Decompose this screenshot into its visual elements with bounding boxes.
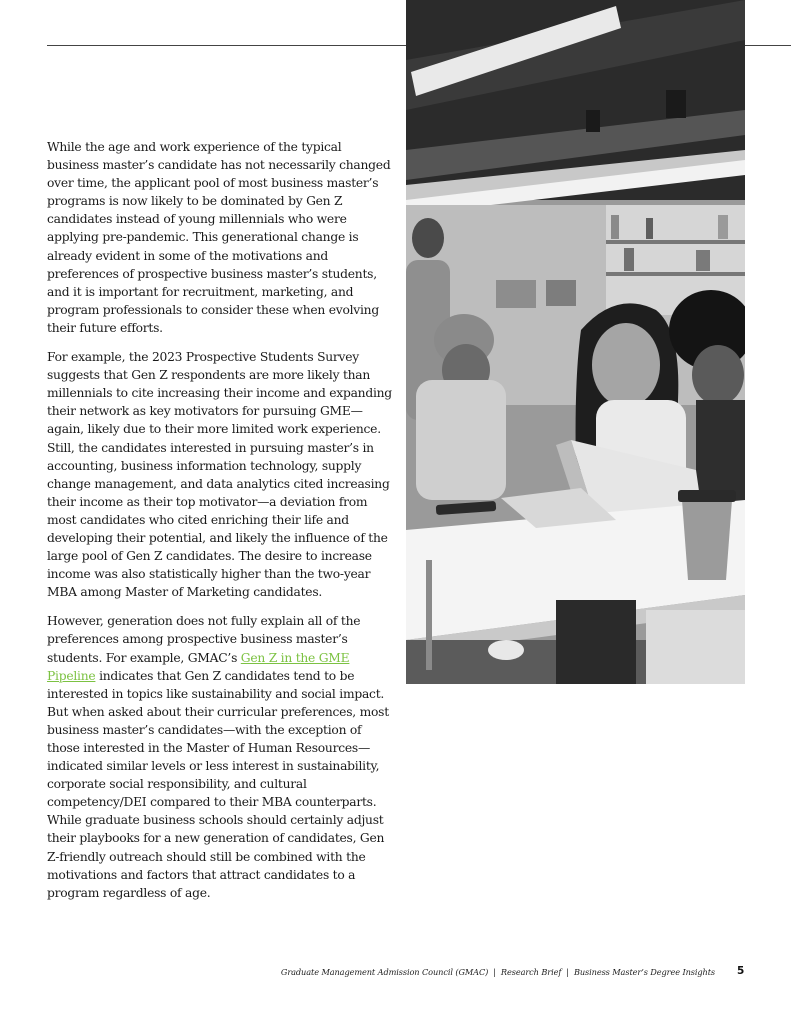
- paragraph-3: [47, 612, 392, 902]
- paragraph-1: While the age and work experience of the typical business master’s candidate has not necessarily changed over time, the applicant pool of most business master’s programs is now likely to be dominated by Gen Z candidates instead of young millennials who were applying pre-pandemic. This generational change is already evident in some of the motivations and preferences of prospective business master’s students, and it is important for recruitment, marketing, and program professionals to consider these when evolving their future efforts.: [47, 140, 391, 335]
- footer-separator: |: [566, 967, 569, 977]
- footer-separator: |: [493, 967, 496, 977]
- paragraph-3-text-start: However, generation does not fully explain all of the preferences among prospective business master’s students. For example, GMAC’s: [47, 614, 361, 665]
- footer-title: Business Master’s Degree Insights: [573, 967, 715, 977]
- paragraph-3-text-end: indicates that Gen Z candidates tend to be interested in topics like sustainability and social impact. But when asked about their curricular preferences, most business master’s candidates—with the exception of those interested in the Master of Human Resources—indicated similar levels or less interest in sustainability, corporate social responsibility, and cultural competency/DEI compared to their MBA counterparts. While graduate business schools should certainly adjust their playbooks for a new generation of candidates, Gen Z-friendly outreach should still be combined with the motivations and factors that attract candidates to a program regardless of age.: [47, 668, 389, 900]
- page-footer: [281, 967, 715, 977]
- header-rule-left: [47, 45, 406, 46]
- page-number: 5: [737, 965, 745, 977]
- students-studying-photo: [406, 0, 745, 684]
- header-rule-right: [745, 45, 791, 46]
- footer-org: Graduate Management Admission Council (GMAC): [280, 967, 489, 977]
- paragraph-2: For example, the 2023 Prospective Students Survey suggests that Gen Z respondents are more likely than millennials to cite increasing their income and expanding their network as key motivators for pursuing GME—again, likely due to their more limited work experience. Still, the candidates interested in pursuing master’s in accounting, business information technology, supply change management, and data analytics cited increasing their income as their top motivator—a deviation from most candidates who cited enriching their life and developing their potential, and likely the influence of the large pool of Gen Z candidates. The desire to increase income was also statistically higher than the two-year MBA among Master of Marketing candidates.: [47, 350, 392, 600]
- gen-z-gme-pipeline-link[interactable]: Gen Z in the GME Pipeline: [47, 650, 350, 683]
- footer-series: Research Brief: [500, 967, 562, 977]
- article-body: [47, 138, 392, 913]
